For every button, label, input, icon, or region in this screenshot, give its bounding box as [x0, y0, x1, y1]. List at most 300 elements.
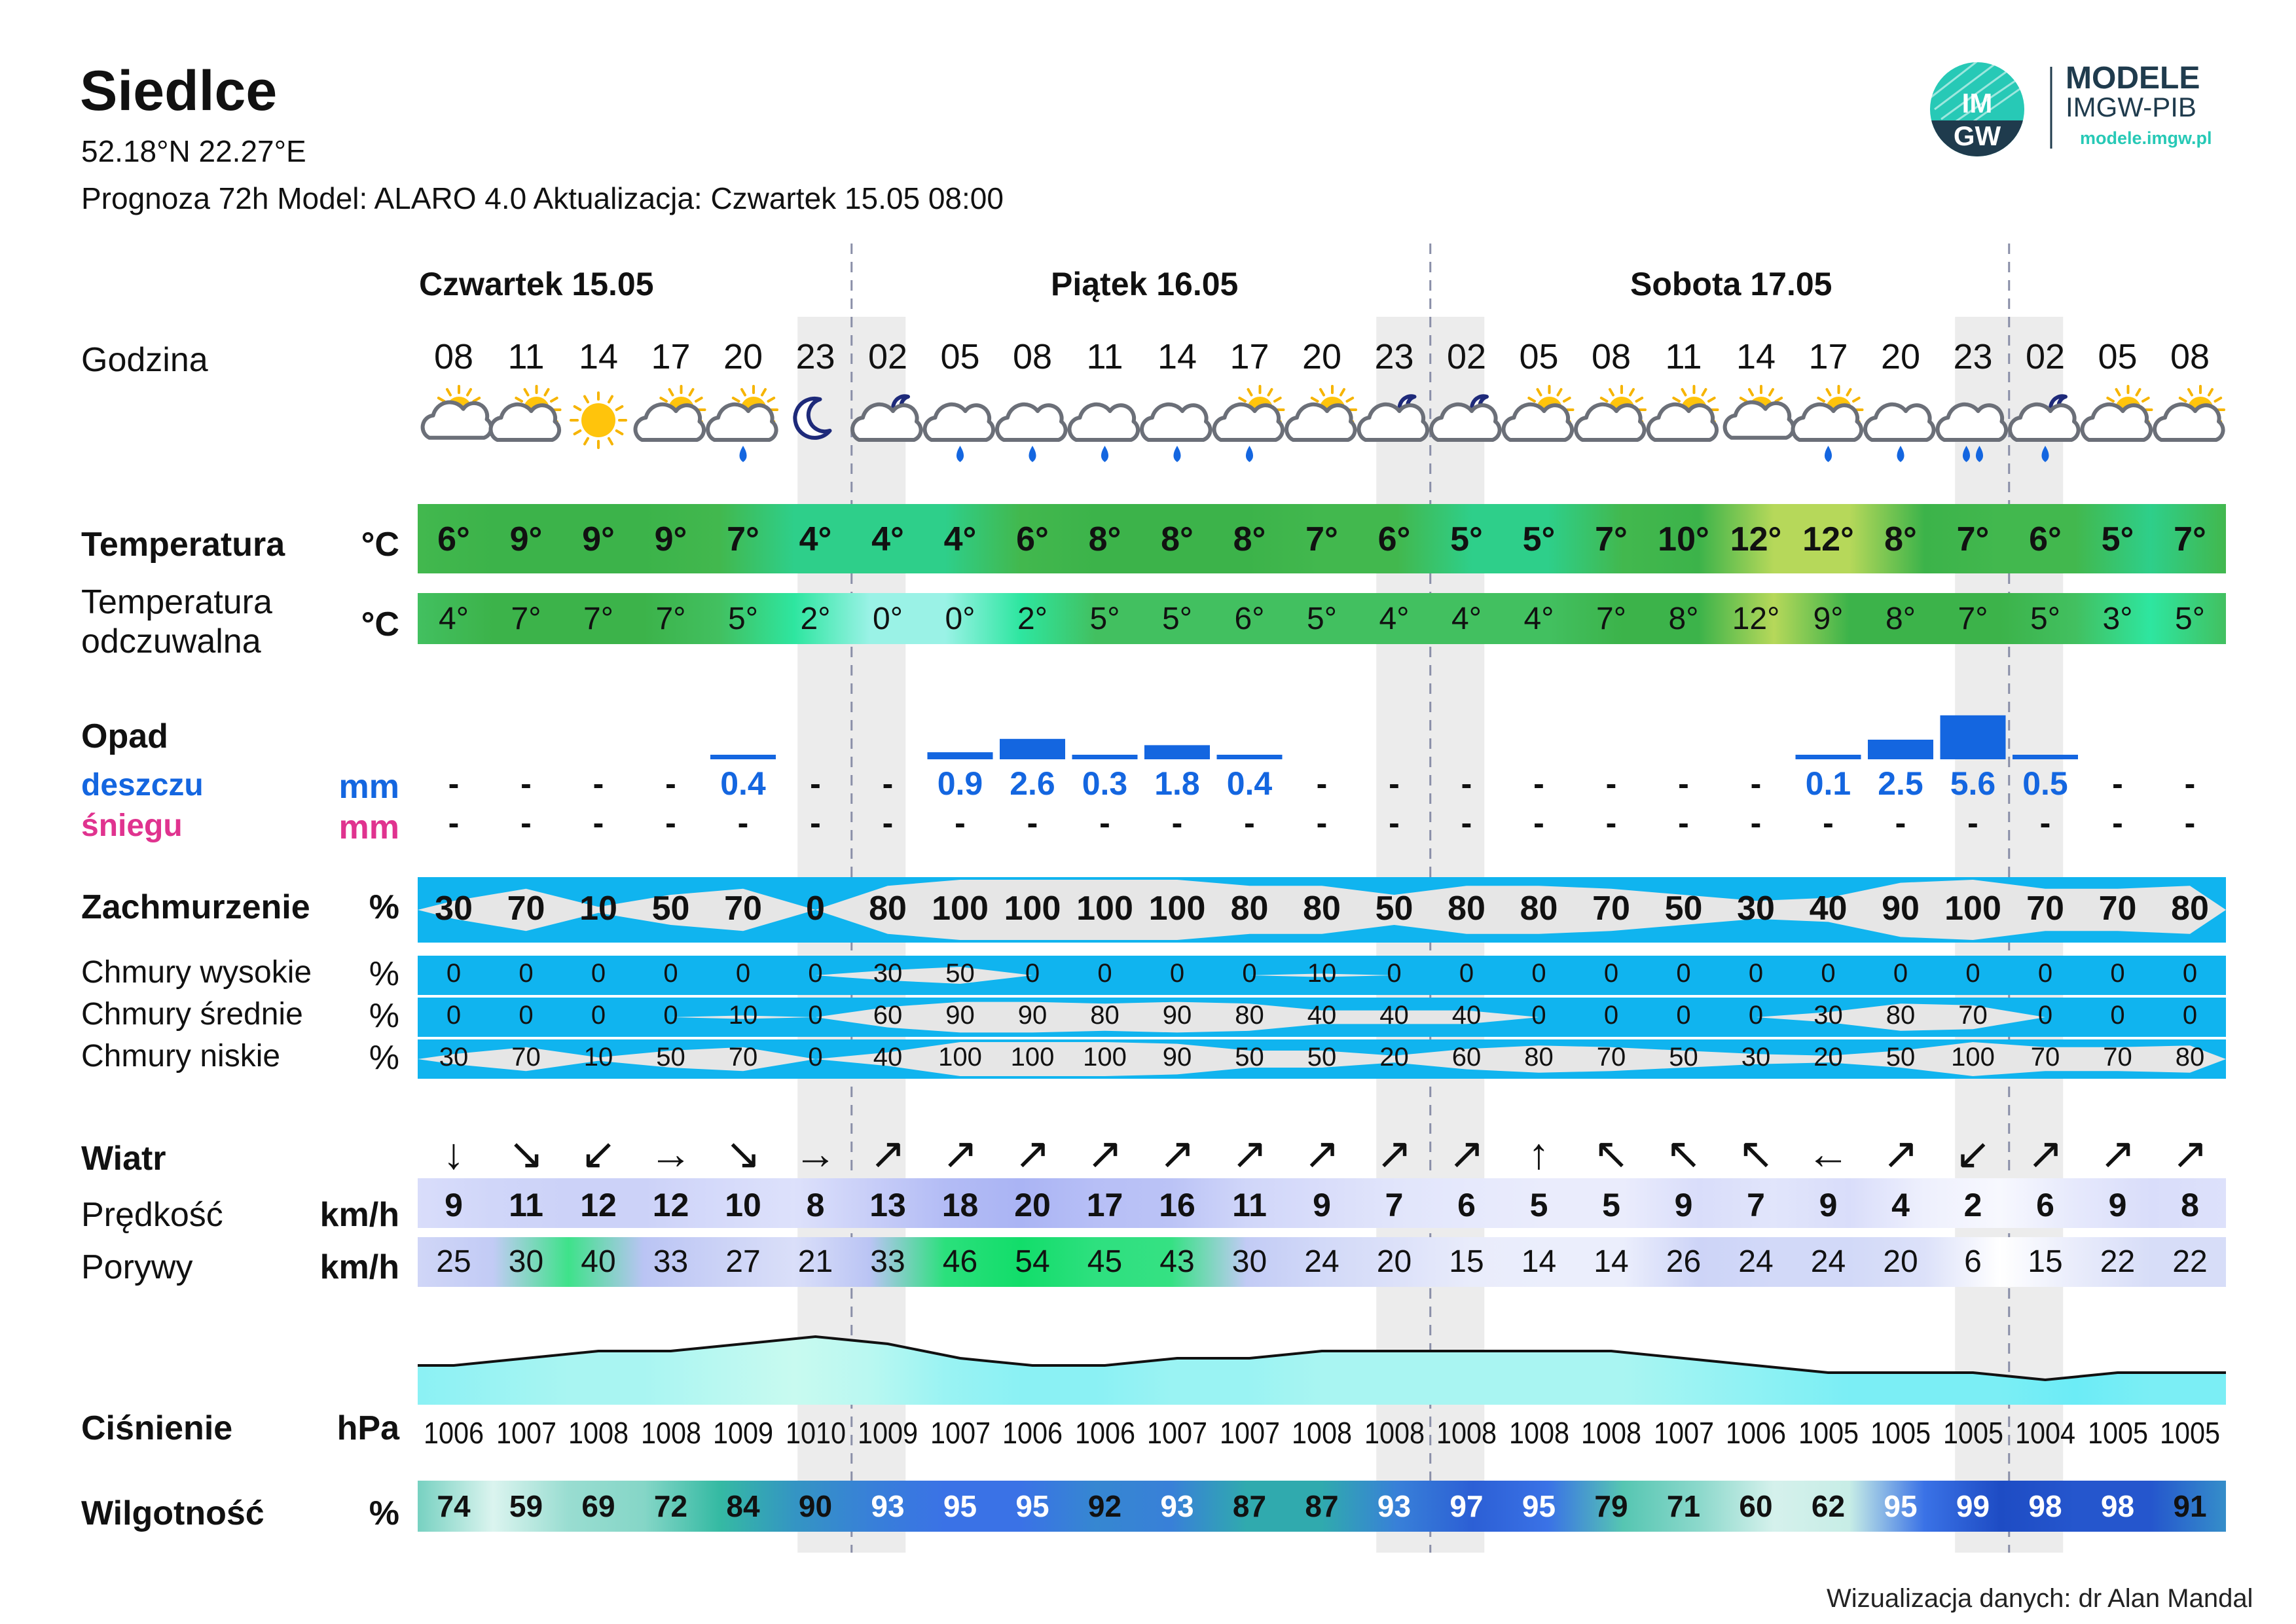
wind-gust-value: 33: [653, 1244, 689, 1279]
cloud-total-value: 80: [1303, 889, 1341, 928]
humidity-value: 95: [943, 1489, 977, 1523]
wind-speed-value: 9: [2108, 1187, 2127, 1223]
wind-gust-value: 54: [1015, 1244, 1050, 1279]
wind-arrow-icon: ↖: [1738, 1129, 1774, 1178]
wind-speed-value: 20: [1014, 1187, 1051, 1223]
humidity-value: 72: [653, 1489, 688, 1523]
wind-gust-value: 33: [870, 1244, 905, 1279]
feels-like-value: 5°: [1307, 602, 1337, 636]
humidity-value: 92: [1087, 1489, 1122, 1523]
pressure-value: 1006: [1074, 1416, 1135, 1450]
rain-value: -: [1605, 765, 1617, 802]
cloud-mid-value: 0: [1676, 1001, 1691, 1030]
cloud-high-value: 0: [1531, 959, 1546, 988]
humidity-value: 93: [871, 1489, 905, 1523]
feels-like-value: 7°: [655, 602, 686, 636]
temperature-value: 8°: [1088, 520, 1121, 558]
rain-value: -: [448, 765, 460, 802]
cloud-mid-value: 40: [1307, 1001, 1337, 1030]
wind-arrow-icon: ↗: [2172, 1129, 2208, 1178]
wind-gust-value: 22: [2172, 1244, 2208, 1279]
feels-like-value: 2°: [1017, 602, 1048, 636]
wind-speed-value: 12: [652, 1187, 689, 1223]
cloud-low-value: 20: [1379, 1043, 1409, 1072]
rain-value: 1.8: [1154, 765, 1200, 802]
temperature-value: 4°: [871, 520, 904, 558]
temperature-value: 8°: [1233, 520, 1266, 558]
footer-credit: Wizualizacja danych: dr Alan Mandal: [1827, 1584, 2253, 1613]
label-temperatura: Temperatura: [81, 526, 285, 564]
snow-value: -: [1823, 804, 1834, 841]
rain-value: -: [592, 765, 604, 802]
label-chmury-niskie: Chmury niskie: [81, 1039, 281, 1074]
hour-label: 17: [1230, 337, 1269, 376]
wind-gust-value: 21: [797, 1244, 833, 1279]
hour-label: 14: [1736, 337, 1776, 376]
cloud-low-value: 80: [2175, 1043, 2205, 1072]
hour-label: 05: [2098, 337, 2138, 376]
humidity-value: 90: [798, 1489, 833, 1523]
wind-arrow-icon: ←: [1806, 1129, 1850, 1178]
wind-speed-value: 16: [1159, 1187, 1195, 1223]
cloud-high-value: 50: [945, 959, 975, 988]
cloud-high-value: 0: [1459, 959, 1474, 988]
wind-speed-value: 2: [1963, 1187, 1982, 1223]
cloud-mid-value: 90: [1017, 1001, 1048, 1030]
feels-like-value: 7°: [1958, 602, 1988, 636]
rain-value: 0.5: [2022, 765, 2068, 802]
cloud-total-value: 100: [1076, 889, 1133, 928]
cloud-mid-value: 0: [663, 1001, 678, 1030]
temperature-value: 7°: [1956, 520, 1990, 558]
cloud-high-value: 0: [663, 959, 678, 988]
cloud-high-value: 0: [591, 959, 606, 988]
rain-value: -: [882, 765, 894, 802]
cloud-low-value: 10: [583, 1043, 613, 1072]
pressure-value: 1005: [1870, 1416, 1931, 1450]
hour-label: 17: [1808, 337, 1848, 376]
wind-arrow-icon: ↖: [1593, 1129, 1630, 1178]
hour-label: 23: [795, 337, 835, 376]
wind-speed-value: 10: [725, 1187, 761, 1223]
cloud-low-value: 40: [873, 1043, 903, 1072]
rain-value: 2.6: [1010, 765, 1055, 802]
hour-label: 08: [433, 337, 474, 376]
cloud-high-value: 0: [808, 959, 823, 988]
humidity-value: 95: [1015, 1489, 1049, 1523]
label-sniegu: śniegu: [81, 808, 183, 843]
humidity-value: 59: [509, 1489, 543, 1523]
unit-temperatura: °C: [361, 526, 399, 564]
snow-value: -: [448, 804, 460, 841]
cloud-low-value: 100: [1951, 1043, 1995, 1072]
rain-value: -: [2112, 765, 2123, 802]
rain-value: 0.3: [1082, 765, 1128, 802]
snow-value: -: [2039, 804, 2051, 841]
cloud-low-value: 30: [439, 1043, 469, 1072]
temperature-value: 6°: [2029, 520, 2062, 558]
cloud-low-value: 50: [1307, 1043, 1337, 1072]
hour-label: 20: [723, 337, 763, 376]
pressure-value: 1004: [2014, 1416, 2076, 1450]
pressure-value: 1007: [930, 1416, 991, 1450]
temperature-value: 5°: [1522, 520, 1556, 558]
wind-speed-value: 17: [1086, 1187, 1123, 1223]
wind-speed-value: 7: [1385, 1187, 1404, 1223]
wind-speed-value: 6: [2036, 1187, 2054, 1223]
snow-value: -: [955, 804, 966, 841]
cloud-total-value: 100: [1944, 889, 2001, 928]
unit-chmury-wysokie: %: [369, 955, 399, 993]
cloud-mid-value: 90: [1162, 1001, 1192, 1030]
feels-like-value: 5°: [2030, 602, 2060, 636]
cloud-low-value: 60: [1451, 1043, 1482, 1072]
cloud-low-value: 70: [2030, 1043, 2060, 1072]
pressure-value: 1008: [1508, 1416, 1569, 1450]
wind-gust-value: 40: [581, 1244, 616, 1279]
cloud-total-value: 100: [1004, 889, 1061, 928]
hour-label: 02: [867, 337, 908, 376]
pressure-value: 1005: [1798, 1416, 1859, 1450]
humidity-value: 87: [1232, 1489, 1267, 1523]
unit-deszczu: mm: [338, 768, 399, 806]
snow-value: -: [1027, 804, 1038, 841]
wind-speed-value: 9: [1674, 1187, 1693, 1223]
label-wilgotnosc: Wilgotność: [81, 1494, 264, 1532]
snow-value: -: [1099, 804, 1110, 841]
unit-predkosc: km/h: [319, 1196, 399, 1234]
cloud-low-value: 50: [1886, 1043, 1916, 1072]
city-title: Siedlce: [80, 60, 278, 122]
feels-like-value: 4°: [1451, 602, 1482, 636]
label-chmury-wysokie: Chmury wysokie: [81, 955, 312, 990]
wind-speed-value: 18: [941, 1187, 979, 1223]
feels-like-value: 5°: [728, 602, 758, 636]
snow-value: -: [1389, 804, 1400, 841]
rain-value: -: [1461, 765, 1472, 802]
snow-value: -: [882, 804, 894, 841]
rain-value: -: [1678, 765, 1689, 802]
snow-value: -: [737, 804, 749, 841]
pressure-value: 1008: [568, 1416, 629, 1450]
label-wiatr: Wiatr: [81, 1140, 166, 1178]
wind-gust-value: 24: [1810, 1244, 1846, 1279]
pressure-value: 1008: [1580, 1416, 1642, 1450]
cloud-mid-value: 0: [519, 1001, 534, 1030]
hour-label: 23: [1374, 337, 1414, 376]
rain-value: -: [1750, 765, 1762, 802]
hour-label: 17: [651, 337, 691, 376]
humidity-value: 99: [1956, 1489, 1990, 1523]
rain-value: -: [1533, 765, 1544, 802]
wind-arrow-icon: →: [649, 1129, 693, 1178]
rain-value: -: [2184, 765, 2196, 802]
wind-speed-value: 4: [1891, 1187, 1910, 1223]
cloud-total-value: 50: [651, 889, 690, 928]
cloud-mid-value: 40: [1379, 1001, 1409, 1030]
hour-label: 14: [578, 337, 619, 376]
feels-like-value: 0°: [873, 602, 903, 636]
pressure-value: 1007: [496, 1416, 556, 1450]
wind-arrow-icon: ↙: [1954, 1129, 1992, 1178]
cloud-high-value: 0: [1242, 959, 1257, 988]
cloud-high-value: 0: [446, 959, 462, 988]
cloud-total-value: 70: [2098, 889, 2137, 928]
cloud-mid-value: 0: [591, 1001, 606, 1030]
pressure-value: 1005: [1942, 1416, 2003, 1450]
temperature-value: 8°: [1161, 520, 1194, 558]
wind-gust-value: 30: [1231, 1244, 1267, 1279]
feels-like-value: 7°: [511, 602, 541, 636]
hour-label: 20: [1302, 337, 1342, 376]
wind-arrow-icon: ↖: [1665, 1129, 1702, 1178]
humidity-value: 79: [1594, 1489, 1628, 1523]
wind-arrow-icon: ↗: [1231, 1129, 1268, 1178]
cloud-total-value: 80: [1520, 889, 1558, 928]
wind-speed-value: 7: [1747, 1187, 1765, 1223]
wind-gust-value: 20: [1376, 1244, 1412, 1279]
hour-label: 14: [1157, 337, 1197, 376]
day-header-friday: Piątek 16.05: [1051, 266, 1239, 302]
snow-value: -: [1171, 804, 1183, 841]
feels-like-value: 4°: [439, 602, 469, 636]
humidity-value: 60: [1739, 1489, 1773, 1523]
feels-like-value: 2°: [800, 602, 831, 636]
hour-label: 11: [1665, 337, 1702, 376]
hour-label: 02: [1446, 337, 1487, 376]
cloud-high-value: 0: [1603, 959, 1619, 988]
pressure-value: 1006: [1002, 1416, 1063, 1450]
pressure-value: 1006: [1725, 1416, 1787, 1450]
cloud-mid-value: 30: [1813, 1001, 1843, 1030]
cloud-high-value: 0: [1676, 959, 1691, 988]
cloud-mid-value: 0: [1748, 1001, 1764, 1030]
wind-gust-value: 14: [1594, 1244, 1629, 1279]
rain-value: 0.9: [937, 765, 983, 802]
temperature-value: 6°: [437, 520, 470, 558]
cloud-mid-value: 80: [1235, 1001, 1264, 1030]
wind-gust-value: 22: [2100, 1244, 2136, 1279]
pressure-value: 1007: [1653, 1416, 1714, 1450]
label-opad: Opad: [81, 717, 168, 755]
temperature-value: 12°: [1802, 520, 1854, 558]
wind-speed-value: 9: [445, 1187, 463, 1223]
snow-value: -: [1605, 804, 1617, 841]
temperature-value: 10°: [1658, 520, 1709, 558]
cloud-total-value: 30: [435, 889, 473, 928]
pressure-value: 1005: [2087, 1416, 2148, 1450]
wind-speed-value: 12: [580, 1187, 617, 1223]
hour-label: 23: [1953, 337, 1993, 376]
cloud-total-value: 80: [2171, 889, 2209, 928]
cloud-low-value: 50: [1669, 1043, 1698, 1072]
snow-value: -: [1461, 804, 1472, 841]
snow-value: -: [520, 804, 532, 841]
wind-arrow-icon: ↘: [507, 1129, 545, 1178]
temperature-value: 9°: [509, 520, 543, 558]
wind-speed-value: 11: [1232, 1187, 1267, 1223]
temperature-value: 9°: [582, 520, 615, 558]
wind-arrow-icon: ↗: [2027, 1129, 2064, 1178]
rain-value: 0.1: [1805, 765, 1851, 802]
wind-speed-value: 9: [1313, 1187, 1331, 1223]
pressure-value: 1008: [1364, 1416, 1425, 1450]
rain-value: -: [1389, 765, 1400, 802]
wind-arrow-icon: ↙: [580, 1129, 617, 1178]
wind-gust-value: 24: [1738, 1244, 1774, 1279]
unit-wilgotnosc: %: [369, 1494, 399, 1532]
hour-label: 08: [2170, 337, 2210, 376]
cloud-low-value: 70: [728, 1043, 758, 1072]
wind-arrow-icon: ↗: [1086, 1129, 1123, 1178]
feels-like-value: 8°: [1668, 602, 1699, 636]
wind-speed-value: 5: [1529, 1187, 1548, 1223]
unit-chmury-srednie: %: [369, 997, 399, 1035]
cloud-mid-value: 90: [945, 1001, 975, 1030]
cloud-mid-value: 0: [808, 1001, 823, 1030]
wind-arrow-icon: ↗: [1882, 1129, 1919, 1178]
snow-value: -: [1316, 804, 1328, 841]
temperature-value: 12°: [1730, 520, 1782, 558]
wind-gust-value: 14: [1521, 1244, 1557, 1279]
rain-value: 5.6: [1950, 765, 1996, 802]
cloud-high-value: 0: [2182, 959, 2198, 988]
pressure-value: 1007: [1146, 1416, 1208, 1450]
cloud-mid-value: 70: [1958, 1001, 1988, 1030]
rain-value: -: [810, 765, 821, 802]
temperature-value: 7°: [727, 520, 759, 558]
cloud-mid-value: 40: [1451, 1001, 1482, 1030]
feels-like-value: 3°: [2102, 602, 2133, 636]
wind-arrow-icon: ↘: [725, 1129, 761, 1178]
pressure-value: 1009: [857, 1416, 919, 1450]
hour-label: 11: [1086, 337, 1123, 376]
temperature-value: 9°: [654, 520, 687, 558]
pressure-value: 1006: [423, 1416, 484, 1450]
temperature-value: 6°: [1377, 520, 1411, 558]
unit-porywy: km/h: [319, 1248, 399, 1286]
cloud-high-value: 0: [2110, 959, 2125, 988]
cloud-high-value: 0: [1821, 959, 1836, 988]
cloud-total-value: 70: [2026, 889, 2064, 928]
feels-like-value: 7°: [1596, 602, 1626, 636]
wind-gust-value: 15: [1449, 1244, 1484, 1279]
feels-like-value: 5°: [1162, 602, 1192, 636]
humidity-value: 97: [1449, 1489, 1484, 1523]
cloud-low-value: 100: [1010, 1043, 1055, 1072]
pressure-value: 1007: [1219, 1416, 1280, 1450]
pressure-value: 1008: [1436, 1416, 1497, 1450]
cloud-high-value: 0: [1893, 959, 1908, 988]
cloud-high-value: 0: [1965, 959, 1980, 988]
cloud-mid-value: 60: [873, 1001, 903, 1030]
cloud-mid-value: 0: [2110, 1001, 2125, 1030]
humidity-value: 62: [1811, 1489, 1846, 1523]
rain-value: -: [520, 765, 532, 802]
humidity-value: 98: [2100, 1489, 2135, 1523]
wind-gust-value: 46: [942, 1244, 978, 1279]
cloud-total-value: 70: [724, 889, 762, 928]
snow-value: -: [2184, 804, 2196, 841]
wind-arrow-icon: ↗: [2099, 1129, 2136, 1178]
unit-odczuwalna: °C: [361, 605, 399, 643]
cloud-high-value: 30: [873, 959, 903, 988]
snow-value: -: [1967, 804, 1978, 841]
cloud-mid-value: 80: [1090, 1001, 1120, 1030]
wind-speed-value: 5: [1602, 1187, 1620, 1223]
cloud-total-value: 0: [806, 889, 825, 928]
humidity-value: 91: [2173, 1489, 2207, 1523]
feels-like-value: 7°: [583, 602, 613, 636]
cloud-high-value: 0: [1748, 959, 1764, 988]
svg-text:IM: IM: [1961, 88, 1993, 118]
feels-like-value: 12°: [1732, 602, 1780, 636]
hour-label: 05: [940, 337, 980, 376]
cloud-mid-value: 80: [1886, 1001, 1916, 1030]
cloud-total-value: 90: [1882, 889, 1920, 928]
snow-value: -: [2112, 804, 2123, 841]
wind-arrow-icon: ↗: [869, 1129, 906, 1178]
cloud-total-value: 100: [1148, 889, 1206, 928]
feels-like-value: 6°: [1234, 602, 1265, 636]
cloud-low-value: 100: [938, 1043, 982, 1072]
cloud-mid-value: 10: [728, 1001, 758, 1030]
rain-value: 2.5: [1878, 765, 1923, 802]
label-chmury-srednie: Chmury średnie: [81, 997, 303, 1032]
hour-label: 05: [1519, 337, 1559, 376]
forecast-info: Prognoza 72h Model: ALARO 4.0 Aktualizacja: Czwartek 15.05 08:00: [81, 181, 1004, 215]
hour-label: 08: [1591, 337, 1631, 376]
cloud-total-value: 80: [869, 889, 907, 928]
hour-label: 20: [1880, 337, 1921, 376]
temperature-value: 7°: [1305, 520, 1338, 558]
feels-like-value: 0°: [945, 602, 975, 636]
cloud-low-value: 50: [1235, 1043, 1264, 1072]
wind-arrow-icon: ↗: [1014, 1129, 1051, 1178]
cloud-total-value: 50: [1664, 889, 1703, 928]
cloud-mid-value: 0: [1531, 1001, 1546, 1030]
pressure-value: 1010: [785, 1416, 846, 1450]
hour-label: 02: [2025, 337, 2066, 376]
snow-value: -: [1678, 804, 1689, 841]
cloud-total-value: 50: [1375, 889, 1413, 928]
cloud-high-value: 0: [1169, 959, 1185, 988]
label-predkosc: Prędkość: [81, 1196, 223, 1234]
temperature-value: 6°: [1016, 520, 1049, 558]
feels-like-value: 5°: [2175, 602, 2205, 636]
wind-speed-value: 9: [1819, 1187, 1838, 1223]
wind-speed-value: 11: [509, 1187, 543, 1223]
svg-text:GW: GW: [1953, 120, 2001, 151]
cloud-high-value: 0: [2037, 959, 2053, 988]
cloud-total-value: 40: [1809, 889, 1848, 928]
cloud-low-value: 100: [1083, 1043, 1127, 1072]
cloud-low-value: 0: [808, 1043, 823, 1072]
cloud-low-value: 70: [511, 1043, 541, 1072]
cloud-total-value: 30: [1737, 889, 1775, 928]
snow-value: -: [1533, 804, 1544, 841]
label-cisnienie: Ciśnienie: [81, 1409, 233, 1447]
temperature-value: 4°: [799, 520, 832, 558]
wind-gust-value: 15: [2028, 1244, 2063, 1279]
label-porywy: Porywy: [81, 1248, 193, 1286]
cloud-high-value: 0: [1097, 959, 1112, 988]
feels-like-value: 5°: [1089, 602, 1120, 636]
temperature-value: 7°: [1595, 520, 1628, 558]
coordinates: 52.18°N 22.27°E: [81, 134, 306, 168]
logo-line2: IMGW-PIB: [2066, 92, 2196, 122]
snow-value: -: [1895, 804, 1906, 841]
